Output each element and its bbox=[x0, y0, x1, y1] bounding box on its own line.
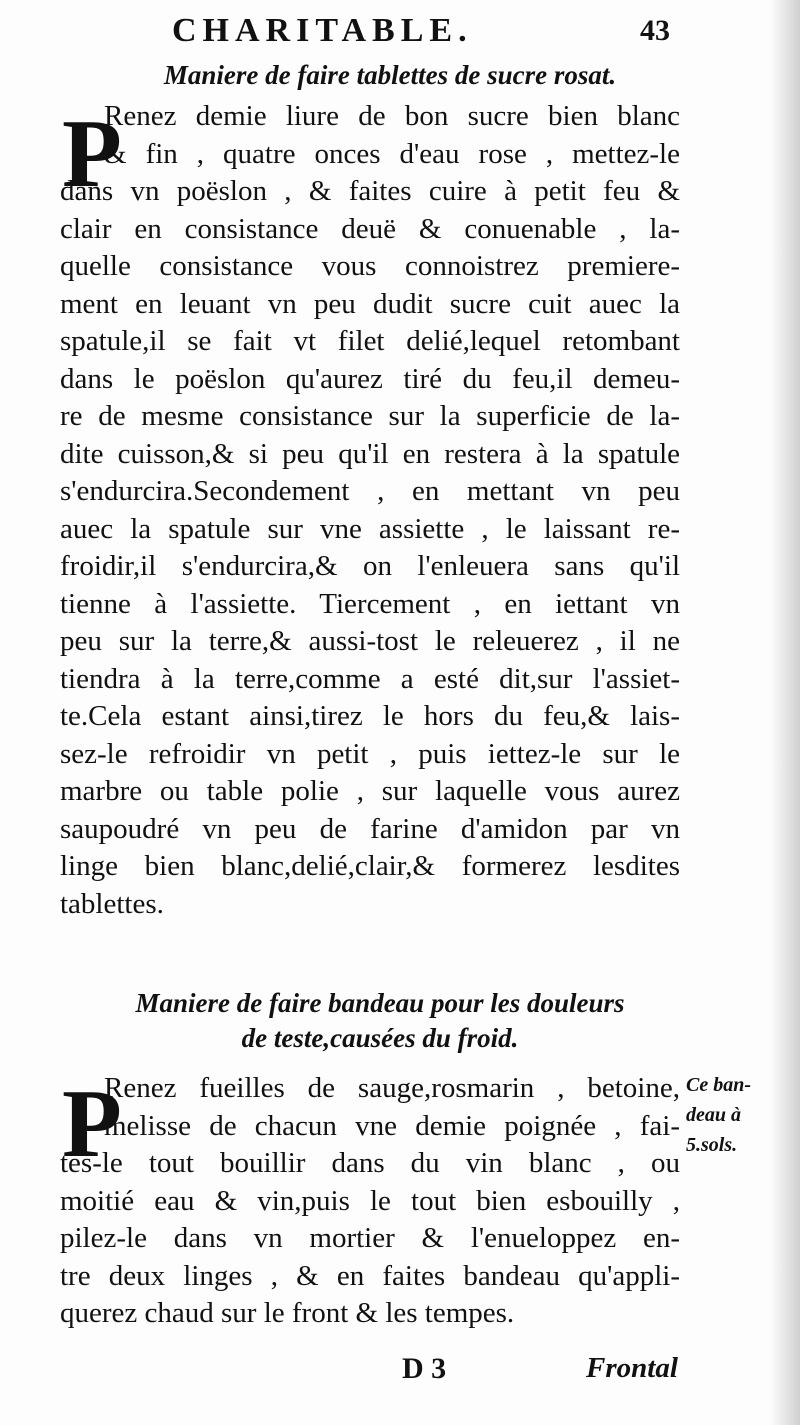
text-line: dans le poëslon qu'aurez tiré du feu,il demeu- bbox=[60, 362, 680, 395]
text-line: querez chaud sur le front & les tempes. bbox=[60, 1297, 515, 1329]
text-line: re de mesme consistance sur la superficie de la- bbox=[60, 400, 680, 432]
text-line: s'endurcira.Secondement , en mettant vn peu bbox=[60, 475, 680, 507]
margin-note-line: deau à bbox=[686, 1104, 741, 1126]
text-line: tiendra à la terre,comme a esté dit,sur l'assiet- bbox=[60, 662, 680, 695]
section-title-line: Maniere de faire bandeau pour les douleurs bbox=[135, 988, 625, 1018]
text-line: Renez fueilles de sauge,rosmarin , betoine, bbox=[104, 1072, 680, 1104]
text-line: tes-le tout bouillir dans du vin blanc , ou bbox=[60, 1147, 680, 1179]
section-title-line: de teste,causées du froid. bbox=[241, 1023, 519, 1053]
text-line: auec la spatule sur vne assiette , le laissant re- bbox=[60, 512, 680, 545]
drop-cap-2: P bbox=[62, 1070, 122, 1178]
text-line: linge bien blanc,delié,clair,& formerez lesdites bbox=[60, 850, 680, 882]
running-head: CHARITABLE. bbox=[172, 12, 473, 49]
text-line: Renez demie liure de bon sucre bien blanc bbox=[104, 100, 680, 132]
signature-mark: D 3 bbox=[402, 1352, 447, 1385]
text-line: spatule,il se fait vt filet delié,lequel retombant bbox=[60, 325, 680, 357]
text-line: tablettes. bbox=[60, 887, 164, 920]
text-line: peu sur la terre,& aussi-tost le releuerez , il ne bbox=[60, 625, 680, 657]
text-line: tre deux linges , & en faites bandeau qu'appli- bbox=[60, 1259, 680, 1292]
text-line: clair en consistance deuë & conuenable , la- bbox=[60, 212, 680, 245]
margin-note bbox=[686, 1070, 796, 1160]
margin-note-line: Ce ban- bbox=[686, 1074, 751, 1096]
text-line: dite cuisson,& si peu qu'il en restera à la spatule bbox=[60, 437, 680, 470]
text-line: moitié eau & vin,puis le tout bien esbouilly , bbox=[60, 1184, 680, 1217]
text-line: saupoudré vn peu de farine d'amidon par vn bbox=[60, 812, 680, 845]
catchword: Frontal bbox=[586, 1352, 678, 1384]
text-line: te.Cela estant ainsi,tirez le hors du feu,& lais- bbox=[60, 700, 680, 732]
page-header bbox=[0, 6, 800, 56]
text-line: froidir,il s'endurcira,& on l'enleuera sans qu'il bbox=[60, 550, 680, 582]
text-line: ment en leuant vn peu dudit sucre cuit auec la bbox=[60, 287, 680, 320]
text-line: tienne à l'assiette. Tiercement , en iettant vn bbox=[60, 587, 680, 620]
page-edge-shadow bbox=[770, 0, 800, 1425]
text-line: dans vn poëslon , & faites cuire à petit feu & bbox=[60, 175, 680, 207]
text-line: marbre ou table polie , sur laquelle vous aurez bbox=[60, 775, 680, 807]
page-number: 43 bbox=[640, 14, 670, 47]
section-title-bandeau bbox=[95, 986, 665, 1056]
text-line: & fin , quatre onces d'eau rose , mettez-le bbox=[104, 137, 680, 170]
text-line: melisse de chacun vne demie poignée , fai- bbox=[104, 1109, 680, 1142]
section-title-tablettes: Maniere de faire tablettes de sucre rosat. bbox=[163, 60, 617, 90]
text-line: pilez-le dans vn mortier & l'enueloppez en- bbox=[60, 1222, 680, 1254]
recipe-text-tablettes bbox=[60, 98, 680, 923]
text-line: sez-le refroidir vn petit , puis iettez-le sur le bbox=[60, 737, 680, 770]
recipe-text-bandeau bbox=[60, 1070, 680, 1333]
margin-note-line: 5.sols. bbox=[686, 1134, 738, 1156]
drop-cap-1: P bbox=[62, 100, 122, 208]
text-line: quelle consistance vous connoistrez premiere- bbox=[60, 250, 680, 282]
